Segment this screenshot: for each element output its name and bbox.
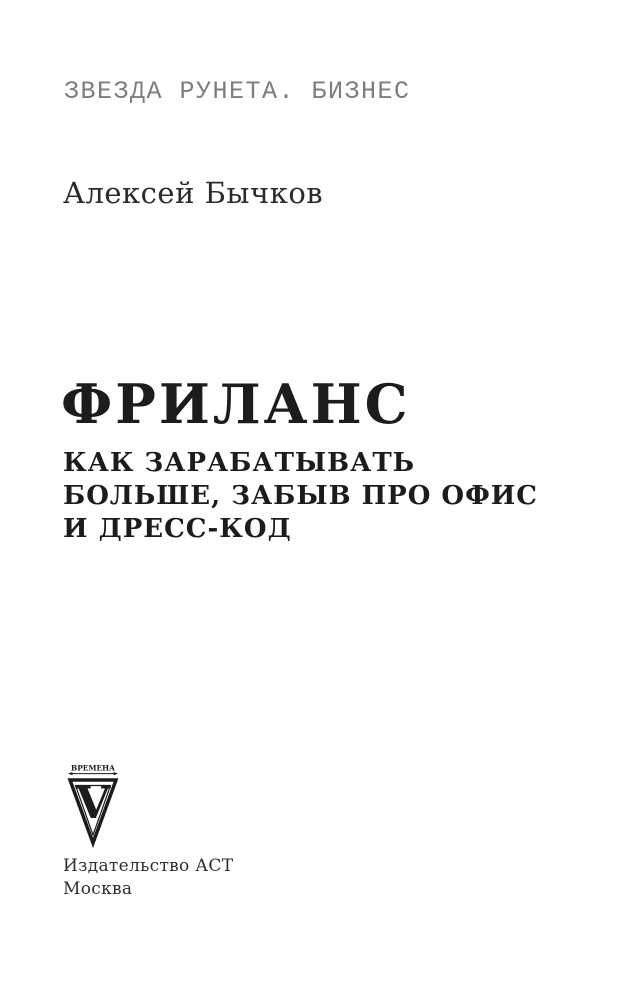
- author-name: Алексей Бычков: [63, 176, 324, 210]
- book-subtitle: [63, 447, 538, 546]
- imprint-name: ВРЕМЕНА: [71, 763, 116, 773]
- series-title: ЗВЕЗДА РУНЕТА. БИЗНЕС: [64, 77, 411, 106]
- underline-right-arrow-icon: [114, 772, 119, 775]
- subtitle-line-2: БОЛЬШЕ, ЗАБЫВ ПРО ОФИС: [63, 481, 538, 511]
- logo-v-letter: V: [75, 778, 111, 829]
- publisher-logo: [65, 763, 121, 849]
- publisher-city: Москва: [63, 879, 133, 899]
- publisher-info: [63, 855, 233, 901]
- subtitle-line-3: И ДРЕСС-КОД: [63, 514, 292, 544]
- book-title: ФРИЛАНС: [61, 372, 411, 436]
- subtitle-line-1: КАК ЗАРАБАТЫВАТЬ: [63, 448, 416, 478]
- triangle-v-logo-icon: [65, 763, 121, 849]
- publisher-name: Издательство АСТ: [63, 856, 234, 876]
